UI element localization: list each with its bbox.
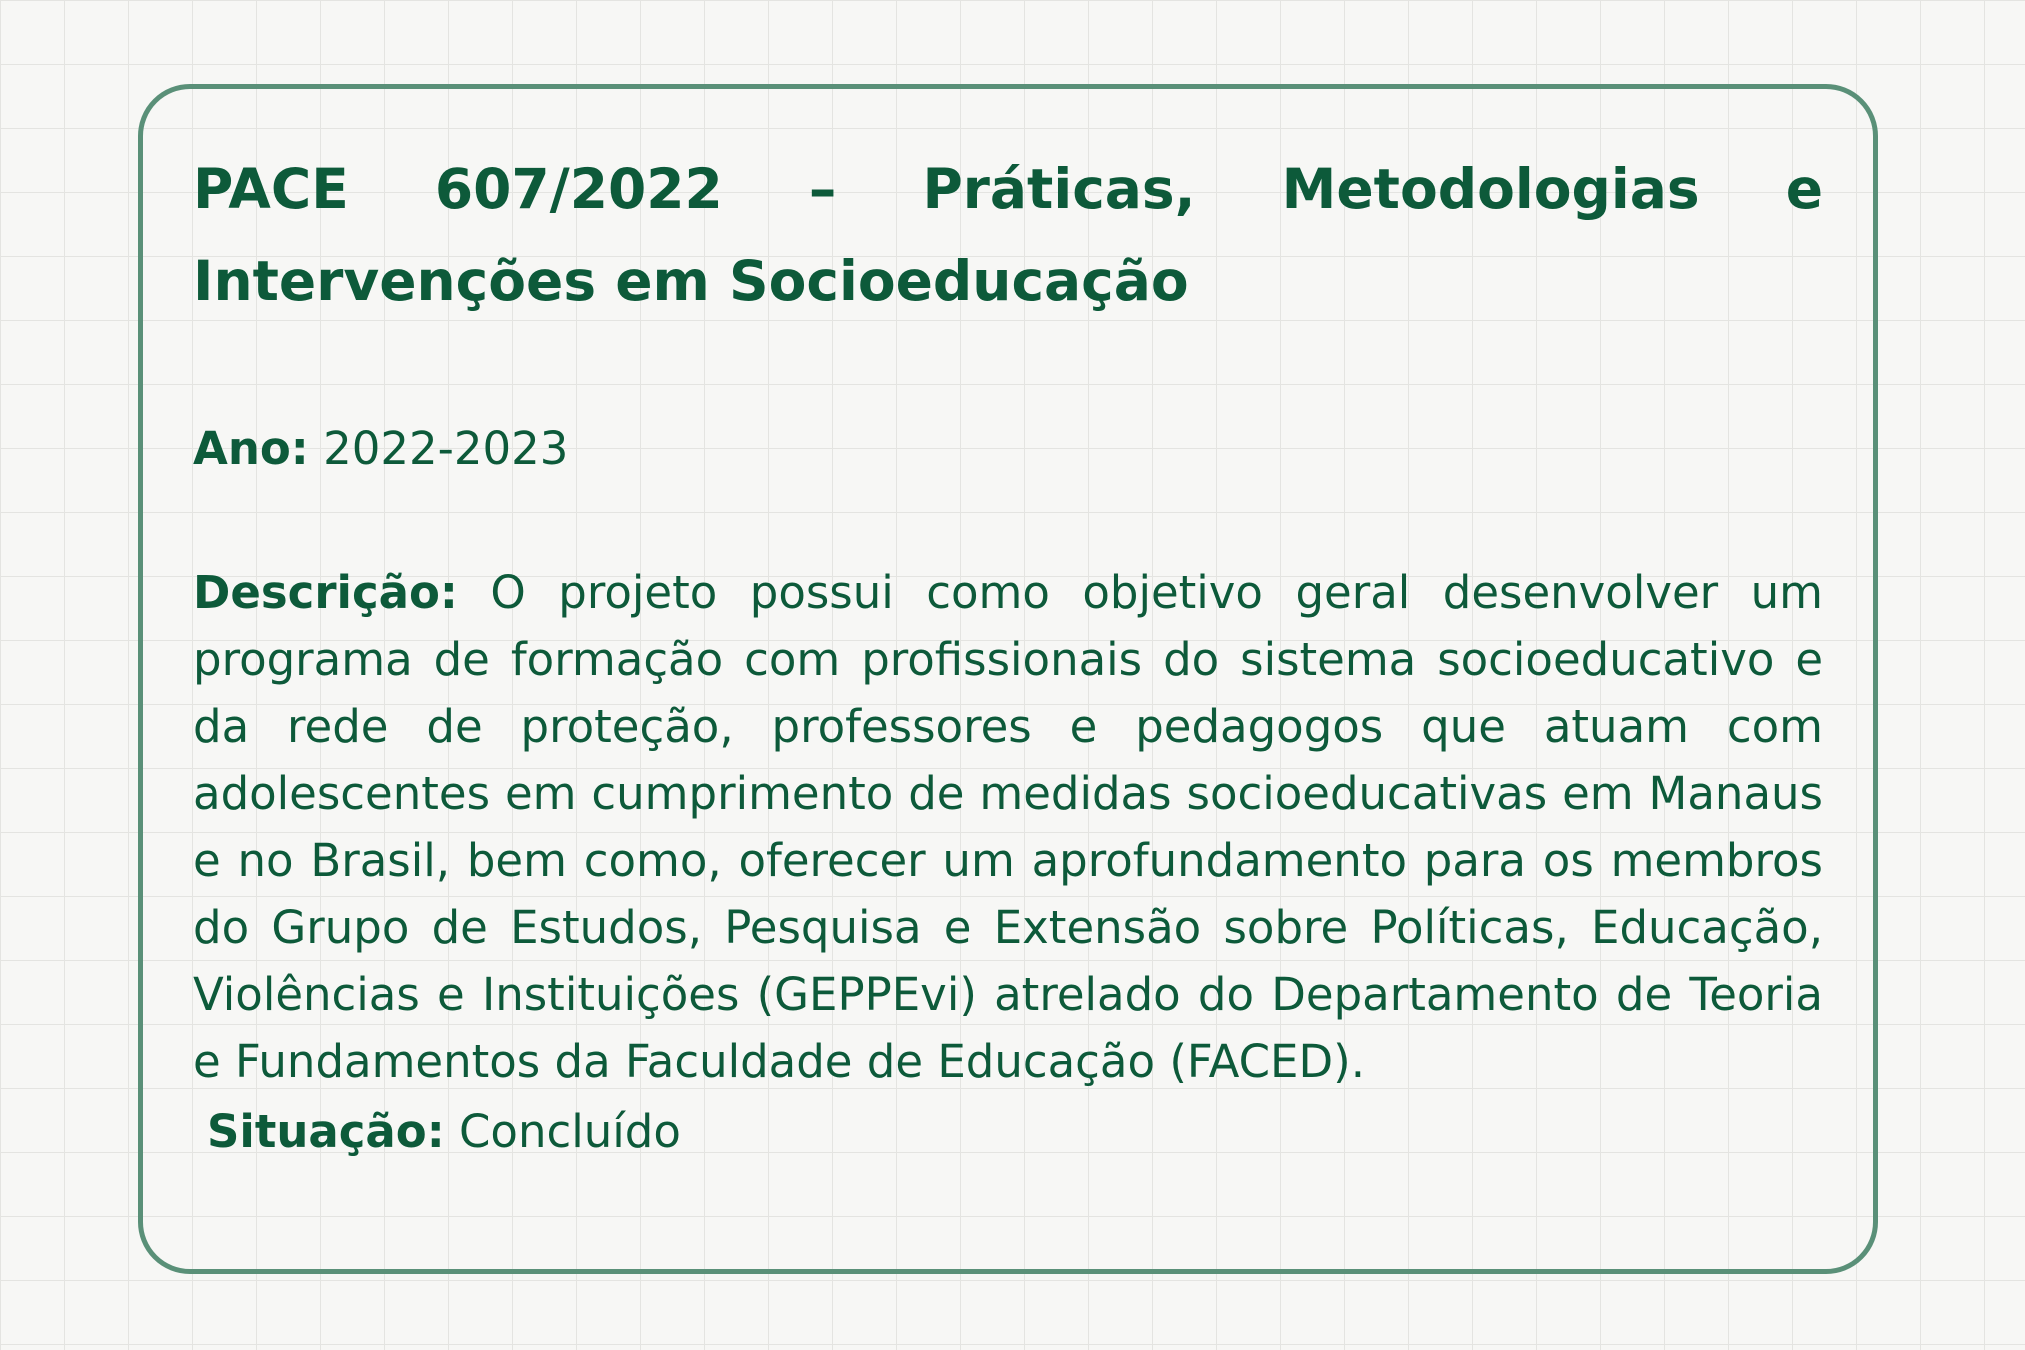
description-label: Descrição: (193, 566, 458, 619)
project-title: PACE 607/2022 – Práticas, Metodologias e Intervenções em Socioeducação (193, 157, 1823, 313)
year-label: Ano: (193, 422, 309, 475)
description-text: O projeto possui como objetivo geral desenvolver um programa de formação com profissionais do sistema socioeducativo e da rede de proteção, professores e pedagogos que atuam com adolescentes em cumprimento de medidas socioeducativas em Manaus e no Brasil, bem como, oferecer um aprofundamento para os membros do Grupo de Estudos, Pesquisa e Extensão sobre Políticas, Educação, Violências e Instituições (GEPPEvi) atrelado do Departamento de Teoria e Fundamentos da Faculdade de Educação (FACED). (193, 566, 1823, 1088)
year-row (193, 419, 1823, 479)
project-card (138, 84, 1878, 1274)
description-row (193, 559, 1823, 1095)
status-label: Situação: (207, 1105, 445, 1158)
status-value: Concluído (459, 1105, 681, 1158)
status-row (193, 1099, 1823, 1165)
year-value: 2022-2023 (323, 422, 569, 475)
